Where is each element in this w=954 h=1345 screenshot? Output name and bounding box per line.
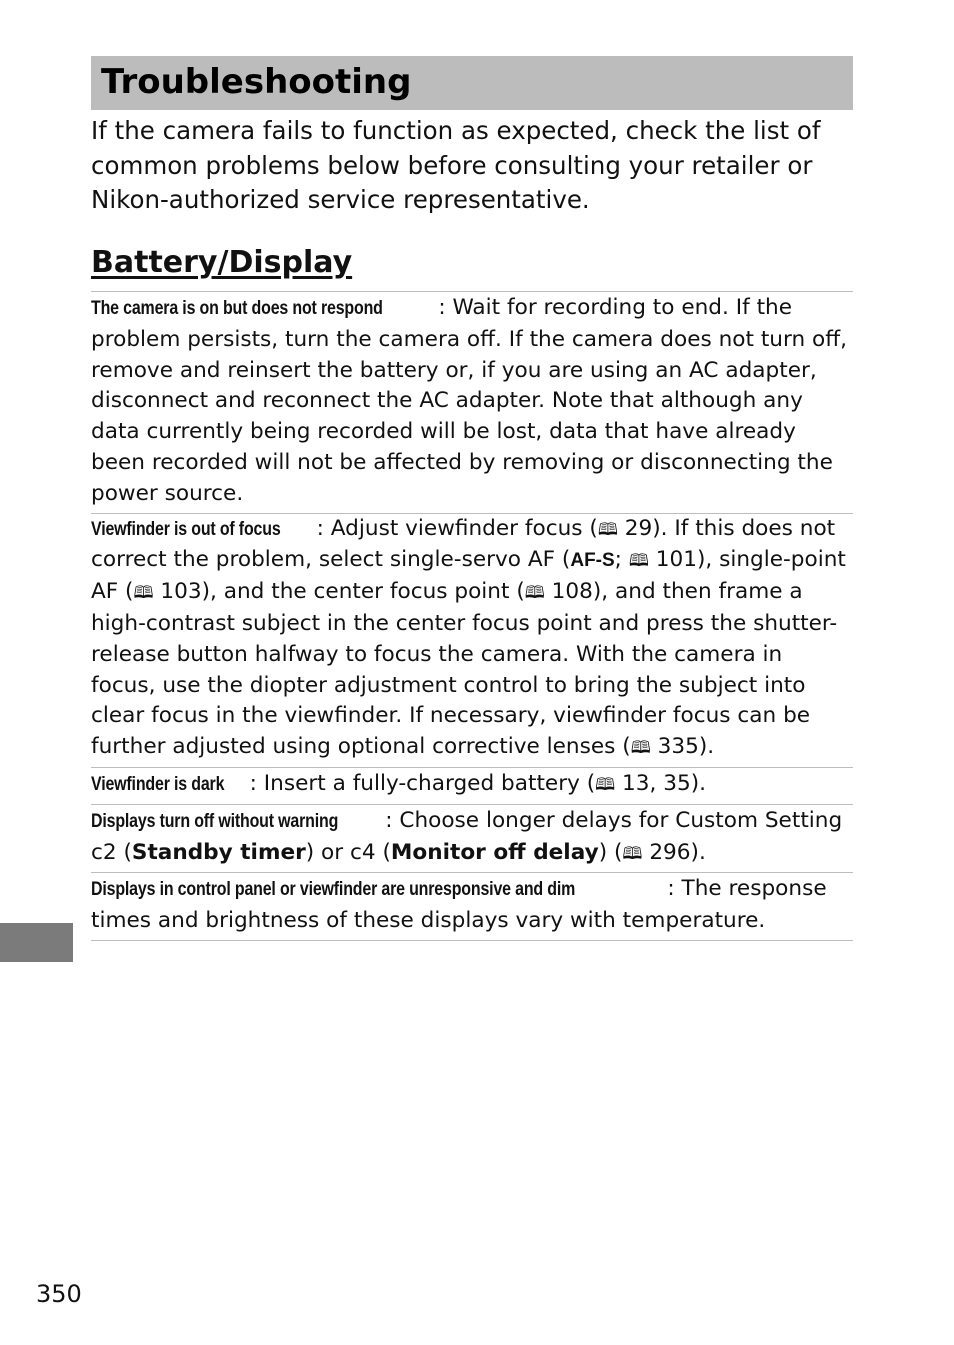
solution-text: : Wait for recording to end. If the problem persists, turn the camera off. If the camera does not turn off, remove and reinsert the battery or, if you are using an AC adapter, disconnect and reconnect the AC adapter. Note that although any data currently being recorded will be lost, data that have already been recorded will not be affected by removing or disconnecting the power source. [91, 295, 847, 506]
af-s-label: AF-S [570, 550, 615, 572]
intro-paragraph: If the camera fails to function as expected, check the list of common problems below before consulting your retailer or Nikon-authorized service representative. [91, 116, 821, 214]
problem-term: Viewfinder is dark [91, 773, 225, 795]
book-icon: 🕮 [628, 551, 649, 572]
page-title: Troubleshooting [101, 62, 412, 102]
problem-term: Displays turn off without warning [91, 810, 339, 832]
troubleshooting-list [91, 291, 853, 941]
list-item: Viewfinder is dark : Insert a fully-charged battery (🕮 13, 35). [91, 767, 853, 804]
menu-item-name: Standby timer [131, 839, 306, 865]
book-icon: 🕮 [524, 583, 545, 604]
book-icon: 🕮 [595, 774, 616, 795]
menu-item-name: Monitor off delay [390, 839, 599, 865]
section-title: Battery/Display [91, 245, 353, 280]
problem-term: Displays in control panel or viewfinder are unresponsive and dim [91, 879, 576, 901]
book-icon: 🕮 [630, 738, 651, 759]
list-item: Viewfinder is out of focus : Adjust viewfinder focus (🕮 29). If this does not correct the problem, select single-servo AF (AF-S; 🕮 101), single-point AF (🕮 103), and the center focus point (🕮 108), and then frame a high-contrast subject in the center focus point and press the shutter-release button halfway to focus the camera. With the camera in focus, use the diopter adjustment control to bring the subject into clear focus in the viewfinder. If necessary, viewfinder focus can be further adjusted using optional corrective lenses (🕮 335). [91, 513, 853, 767]
list-item: Displays turn off without warning : Choose longer delays for Custom Setting c2 (Standby timer) or c4 (Monitor off delay) (🕮 296). [91, 804, 853, 873]
chapter-tab [0, 923, 73, 962]
problem-term: Viewfinder is out of focus [91, 518, 281, 540]
page-number: 350 [36, 1280, 82, 1308]
list-item [91, 872, 853, 941]
title-bar [91, 56, 853, 110]
list-item [91, 291, 853, 513]
solution-text: : The response times and brightness of these displays vary with temperature. [91, 876, 827, 934]
book-icon: 🕮 [597, 519, 618, 540]
problem-term: The camera is on but does not respond [91, 298, 383, 319]
book-icon: 🕮 [133, 583, 154, 604]
book-icon: 🕮 [622, 843, 643, 864]
